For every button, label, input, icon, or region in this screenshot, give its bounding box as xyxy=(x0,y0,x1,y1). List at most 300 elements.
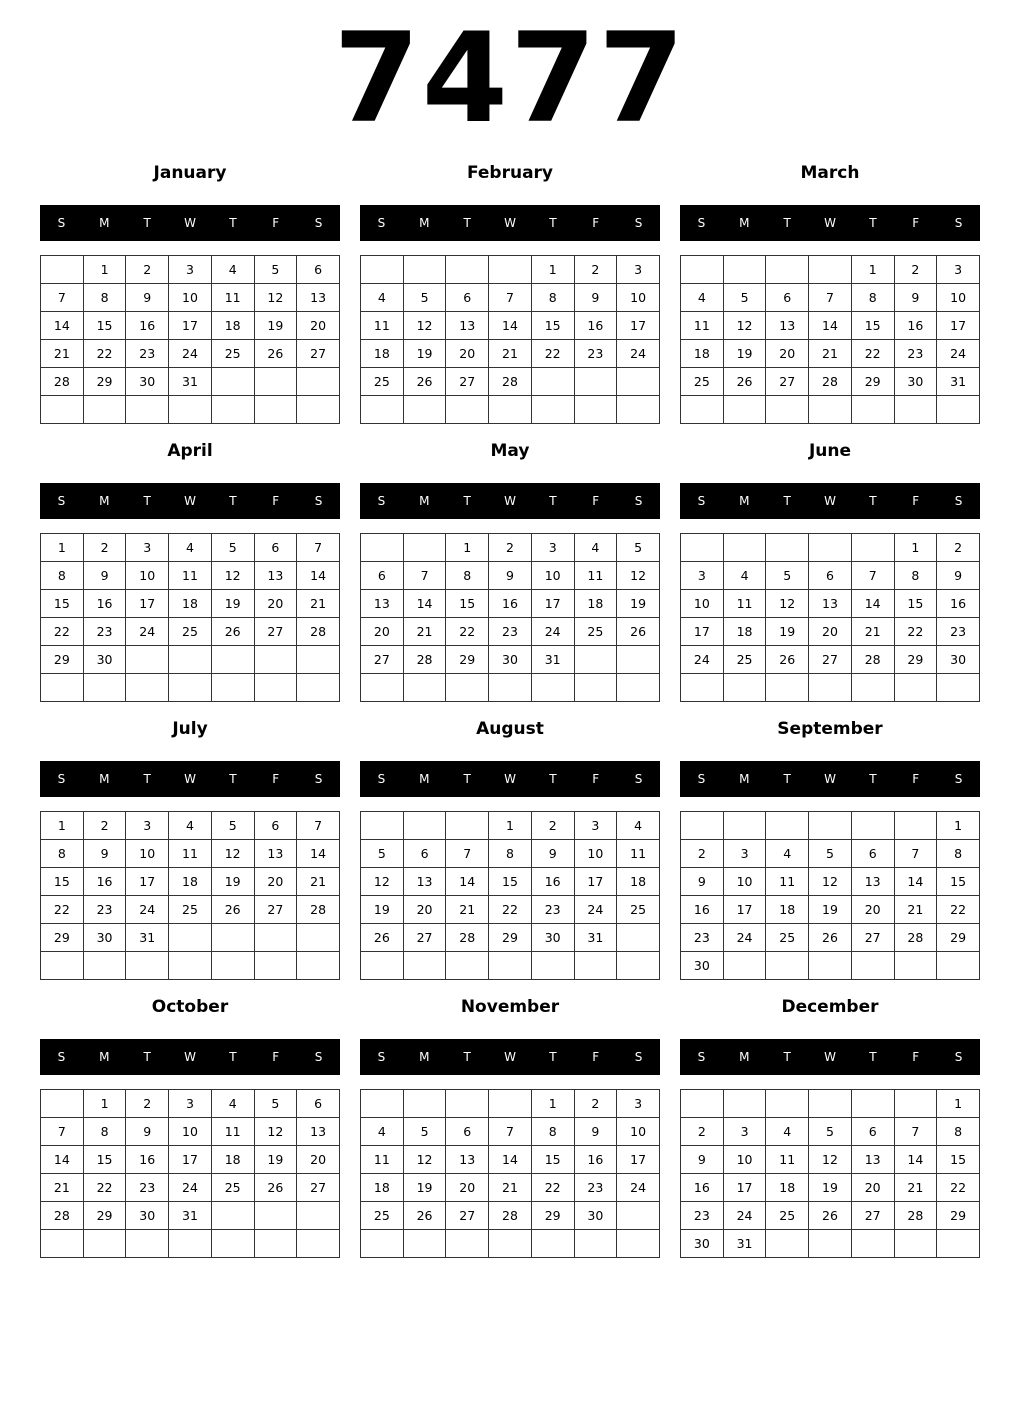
week-row xyxy=(41,1174,340,1202)
weekday-label: T xyxy=(463,1050,471,1064)
day-cell: 23 xyxy=(83,896,126,924)
day-cell: 2 xyxy=(681,1118,724,1146)
day-cell: 19 xyxy=(809,1174,852,1202)
week-row xyxy=(681,1202,980,1230)
day-cell: 31 xyxy=(169,1202,212,1230)
day-cell xyxy=(126,952,169,980)
week-row xyxy=(681,590,980,618)
day-cell: 6 xyxy=(446,284,489,312)
day-cell xyxy=(574,646,617,674)
day-cell xyxy=(489,256,532,284)
day-cell: 13 xyxy=(446,312,489,340)
weekday-label: S xyxy=(57,1050,66,1064)
day-grid xyxy=(680,1089,980,1258)
day-cell xyxy=(489,396,532,424)
week-row xyxy=(681,1090,980,1118)
day-cell: 21 xyxy=(809,340,852,368)
day-cell: 16 xyxy=(531,868,574,896)
day-cell xyxy=(681,396,724,424)
day-cell xyxy=(723,812,766,840)
day-cell xyxy=(894,1230,937,1258)
day-cell: 4 xyxy=(574,534,617,562)
weekday-label: T xyxy=(229,494,237,508)
day-cell: 24 xyxy=(169,1174,212,1202)
weekday-label: W xyxy=(504,772,516,786)
day-cell: 7 xyxy=(446,840,489,868)
day-cell: 20 xyxy=(446,1174,489,1202)
day-cell xyxy=(403,534,446,562)
day-cell: 4 xyxy=(361,284,404,312)
day-cell xyxy=(681,534,724,562)
day-cell: 23 xyxy=(681,1202,724,1230)
day-cell: 23 xyxy=(681,924,724,952)
day-cell: 18 xyxy=(574,590,617,618)
week-row xyxy=(361,646,660,674)
day-cell xyxy=(83,674,126,702)
week-row xyxy=(41,534,340,562)
weekday-label: T xyxy=(229,216,237,230)
day-cell: 24 xyxy=(574,896,617,924)
day-cell: 9 xyxy=(126,1118,169,1146)
weekday-label: W xyxy=(824,772,836,786)
day-cell: 30 xyxy=(681,952,724,980)
day-cell xyxy=(809,256,852,284)
day-cell: 4 xyxy=(169,534,212,562)
month-name: January xyxy=(153,163,227,183)
day-cell: 30 xyxy=(126,1202,169,1230)
day-cell: 25 xyxy=(361,1202,404,1230)
day-cell: 15 xyxy=(41,868,84,896)
day-cell: 2 xyxy=(681,840,724,868)
day-cell: 19 xyxy=(403,1174,446,1202)
day-cell: 25 xyxy=(766,924,809,952)
day-cell: 27 xyxy=(851,1202,894,1230)
day-cell: 7 xyxy=(41,1118,84,1146)
day-cell: 4 xyxy=(681,284,724,312)
day-cell: 28 xyxy=(297,618,340,646)
week-row xyxy=(361,840,660,868)
day-cell xyxy=(254,1202,297,1230)
day-cell: 31 xyxy=(937,368,980,396)
day-cell: 13 xyxy=(254,840,297,868)
week-row xyxy=(361,1174,660,1202)
day-cell: 11 xyxy=(361,1146,404,1174)
weekday-label: F xyxy=(912,1050,920,1064)
weekday-label: S xyxy=(634,494,643,508)
day-cell: 28 xyxy=(894,1202,937,1230)
day-cell: 10 xyxy=(126,840,169,868)
day-cell xyxy=(254,1230,297,1258)
day-grid xyxy=(40,811,340,980)
day-cell: 22 xyxy=(83,340,126,368)
day-cell xyxy=(403,396,446,424)
day-cell: 24 xyxy=(617,1174,660,1202)
day-cell: 2 xyxy=(126,1090,169,1118)
day-grid xyxy=(360,811,660,980)
day-cell: 3 xyxy=(937,256,980,284)
day-cell: 20 xyxy=(851,896,894,924)
day-cell: 25 xyxy=(766,1202,809,1230)
day-cell: 29 xyxy=(83,368,126,396)
day-cell: 15 xyxy=(83,1146,126,1174)
week-row xyxy=(361,284,660,312)
day-cell xyxy=(851,812,894,840)
day-cell xyxy=(41,396,84,424)
week-row xyxy=(361,396,660,424)
day-cell xyxy=(403,1090,446,1118)
day-cell: 2 xyxy=(937,534,980,562)
weekday-label: M xyxy=(739,216,750,230)
day-cell: 18 xyxy=(361,1174,404,1202)
day-cell: 16 xyxy=(574,1146,617,1174)
day-cell: 19 xyxy=(403,340,446,368)
day-cell: 11 xyxy=(361,312,404,340)
day-cell xyxy=(894,952,937,980)
day-cell: 6 xyxy=(403,840,446,868)
weekday-label: W xyxy=(184,1050,196,1064)
day-cell: 6 xyxy=(297,1090,340,1118)
weekday-label: F xyxy=(592,216,600,230)
month-name: June xyxy=(808,441,852,461)
day-cell: 23 xyxy=(894,340,937,368)
day-cell xyxy=(297,396,340,424)
day-cell xyxy=(574,952,617,980)
day-cell xyxy=(681,256,724,284)
day-cell xyxy=(766,534,809,562)
week-row xyxy=(361,1230,660,1258)
day-cell: 9 xyxy=(126,284,169,312)
day-cell xyxy=(531,674,574,702)
day-grid xyxy=(360,255,660,424)
day-cell xyxy=(617,952,660,980)
day-cell: 17 xyxy=(126,868,169,896)
day-cell: 12 xyxy=(809,1146,852,1174)
day-cell: 16 xyxy=(489,590,532,618)
day-cell: 10 xyxy=(617,1118,660,1146)
week-row xyxy=(41,1202,340,1230)
day-cell xyxy=(617,646,660,674)
day-cell: 6 xyxy=(297,256,340,284)
day-cell: 28 xyxy=(851,646,894,674)
day-cell: 17 xyxy=(723,1174,766,1202)
day-cell xyxy=(766,952,809,980)
week-row xyxy=(41,674,340,702)
day-cell: 22 xyxy=(446,618,489,646)
week-row xyxy=(681,840,980,868)
day-cell: 28 xyxy=(297,896,340,924)
day-cell: 14 xyxy=(297,840,340,868)
weekday-label: T xyxy=(463,216,471,230)
day-cell: 15 xyxy=(937,868,980,896)
weekday-label: W xyxy=(184,494,196,508)
day-cell: 15 xyxy=(937,1146,980,1174)
day-cell: 10 xyxy=(681,590,724,618)
day-cell: 6 xyxy=(766,284,809,312)
day-cell: 12 xyxy=(211,840,254,868)
weekday-label: W xyxy=(184,216,196,230)
day-cell: 7 xyxy=(489,1118,532,1146)
day-cell: 10 xyxy=(723,868,766,896)
weekday-label: S xyxy=(634,1050,643,1064)
day-cell: 4 xyxy=(211,256,254,284)
day-cell xyxy=(126,646,169,674)
day-cell: 10 xyxy=(169,1118,212,1146)
day-cell xyxy=(574,368,617,396)
day-cell xyxy=(361,812,404,840)
day-cell: 17 xyxy=(169,1146,212,1174)
day-cell: 2 xyxy=(574,256,617,284)
week-row xyxy=(681,368,980,396)
day-cell xyxy=(297,1230,340,1258)
day-cell: 9 xyxy=(681,1146,724,1174)
day-cell: 14 xyxy=(851,590,894,618)
weekday-label: T xyxy=(143,772,151,786)
day-cell xyxy=(254,952,297,980)
weekday-label: F xyxy=(272,772,280,786)
week-row xyxy=(41,896,340,924)
weekday-label: M xyxy=(419,494,430,508)
day-cell xyxy=(489,1230,532,1258)
weekday-header-bar xyxy=(360,205,660,241)
day-cell: 23 xyxy=(574,1174,617,1202)
day-cell xyxy=(617,1202,660,1230)
day-cell: 13 xyxy=(809,590,852,618)
day-cell: 14 xyxy=(489,312,532,340)
day-grid xyxy=(40,1089,340,1258)
weekday-label: F xyxy=(272,1050,280,1064)
weekday-header-bar xyxy=(360,761,660,797)
month-name: November xyxy=(460,997,560,1017)
day-cell: 23 xyxy=(126,340,169,368)
day-grid xyxy=(360,533,660,702)
day-cell xyxy=(211,1202,254,1230)
week-row xyxy=(681,534,980,562)
day-cell: 28 xyxy=(446,924,489,952)
week-row xyxy=(361,924,660,952)
weekday-label: S xyxy=(314,494,323,508)
day-cell: 19 xyxy=(361,896,404,924)
day-cell: 17 xyxy=(126,590,169,618)
day-cell: 29 xyxy=(851,368,894,396)
day-cell xyxy=(211,952,254,980)
day-cell: 22 xyxy=(489,896,532,924)
day-cell: 17 xyxy=(531,590,574,618)
day-cell: 19 xyxy=(211,590,254,618)
day-cell: 26 xyxy=(809,924,852,952)
day-cell xyxy=(766,674,809,702)
day-cell: 31 xyxy=(574,924,617,952)
day-cell: 15 xyxy=(41,590,84,618)
day-cell xyxy=(41,256,84,284)
day-cell: 20 xyxy=(851,1174,894,1202)
day-cell: 26 xyxy=(766,646,809,674)
day-cell: 1 xyxy=(937,812,980,840)
day-cell xyxy=(126,396,169,424)
day-cell xyxy=(361,256,404,284)
day-cell: 9 xyxy=(83,562,126,590)
day-cell xyxy=(681,674,724,702)
day-cell: 29 xyxy=(894,646,937,674)
day-cell: 23 xyxy=(937,618,980,646)
day-cell: 6 xyxy=(809,562,852,590)
day-cell xyxy=(617,924,660,952)
week-row xyxy=(681,812,980,840)
day-cell xyxy=(681,812,724,840)
weekday-label: T xyxy=(783,1050,791,1064)
weekday-label: T xyxy=(783,772,791,786)
day-cell: 6 xyxy=(446,1118,489,1146)
day-cell: 30 xyxy=(937,646,980,674)
day-cell: 2 xyxy=(83,534,126,562)
day-cell xyxy=(894,396,937,424)
day-cell: 5 xyxy=(766,562,809,590)
weekday-label: S xyxy=(314,1050,323,1064)
day-cell: 16 xyxy=(574,312,617,340)
month-name: May xyxy=(490,441,530,461)
day-cell: 25 xyxy=(681,368,724,396)
day-cell: 1 xyxy=(489,812,532,840)
day-cell: 5 xyxy=(211,534,254,562)
day-cell: 15 xyxy=(83,312,126,340)
week-row xyxy=(41,590,340,618)
day-cell: 7 xyxy=(489,284,532,312)
day-cell: 4 xyxy=(766,1118,809,1146)
day-cell: 21 xyxy=(403,618,446,646)
weekday-label: W xyxy=(824,494,836,508)
week-row xyxy=(41,812,340,840)
day-grid xyxy=(40,533,340,702)
day-cell: 11 xyxy=(169,840,212,868)
day-cell: 25 xyxy=(211,1174,254,1202)
day-cell: 26 xyxy=(403,1202,446,1230)
day-cell xyxy=(361,1230,404,1258)
day-cell: 9 xyxy=(574,1118,617,1146)
day-cell: 18 xyxy=(617,868,660,896)
day-grid xyxy=(680,255,980,424)
day-cell: 15 xyxy=(894,590,937,618)
day-cell: 8 xyxy=(937,840,980,868)
day-cell: 5 xyxy=(254,256,297,284)
day-cell: 22 xyxy=(83,1174,126,1202)
day-cell: 20 xyxy=(446,340,489,368)
day-cell: 6 xyxy=(254,534,297,562)
day-cell: 27 xyxy=(403,924,446,952)
day-cell: 31 xyxy=(723,1230,766,1258)
day-cell xyxy=(937,674,980,702)
day-cell xyxy=(297,952,340,980)
day-cell: 23 xyxy=(83,618,126,646)
day-cell: 1 xyxy=(83,1090,126,1118)
day-cell: 8 xyxy=(41,840,84,868)
weekday-label: T xyxy=(869,494,877,508)
day-cell: 7 xyxy=(894,1118,937,1146)
day-cell: 26 xyxy=(361,924,404,952)
day-cell: 4 xyxy=(766,840,809,868)
day-cell xyxy=(361,1090,404,1118)
day-cell xyxy=(403,674,446,702)
day-cell: 10 xyxy=(531,562,574,590)
day-grid xyxy=(360,1089,660,1258)
day-cell: 24 xyxy=(723,1202,766,1230)
day-cell: 13 xyxy=(851,868,894,896)
day-cell: 30 xyxy=(83,924,126,952)
day-cell: 22 xyxy=(531,340,574,368)
week-row xyxy=(41,924,340,952)
day-cell: 13 xyxy=(446,1146,489,1174)
weekday-header-bar xyxy=(40,483,340,519)
day-cell: 13 xyxy=(851,1146,894,1174)
weekday-label: F xyxy=(912,772,920,786)
week-row xyxy=(361,562,660,590)
day-cell: 27 xyxy=(809,646,852,674)
weekday-label: W xyxy=(504,216,516,230)
weekday-label: T xyxy=(143,216,151,230)
day-cell: 12 xyxy=(723,312,766,340)
day-cell xyxy=(809,674,852,702)
week-row xyxy=(681,1146,980,1174)
weekday-header-bar xyxy=(40,205,340,241)
weekday-label: M xyxy=(419,1050,430,1064)
day-cell: 5 xyxy=(809,1118,852,1146)
day-cell: 1 xyxy=(41,534,84,562)
day-cell: 27 xyxy=(361,646,404,674)
weekday-label: T xyxy=(463,772,471,786)
day-cell: 7 xyxy=(851,562,894,590)
day-cell: 29 xyxy=(937,924,980,952)
day-cell: 2 xyxy=(531,812,574,840)
day-cell: 1 xyxy=(531,256,574,284)
day-cell: 17 xyxy=(937,312,980,340)
day-cell xyxy=(211,396,254,424)
weekday-label: F xyxy=(592,772,600,786)
day-cell: 16 xyxy=(126,1146,169,1174)
day-cell: 5 xyxy=(211,812,254,840)
weekday-label: T xyxy=(549,216,557,230)
weekday-label: M xyxy=(739,1050,750,1064)
weekday-header-bar xyxy=(360,483,660,519)
day-cell: 7 xyxy=(809,284,852,312)
day-cell: 21 xyxy=(41,340,84,368)
day-cell: 28 xyxy=(894,924,937,952)
day-cell xyxy=(894,812,937,840)
day-cell: 14 xyxy=(41,312,84,340)
day-cell: 25 xyxy=(361,368,404,396)
day-cell: 20 xyxy=(403,896,446,924)
day-cell xyxy=(723,396,766,424)
week-row xyxy=(361,618,660,646)
weekday-label: S xyxy=(697,216,706,230)
day-cell: 8 xyxy=(83,1118,126,1146)
day-cell: 22 xyxy=(894,618,937,646)
weekday-header-bar xyxy=(40,761,340,797)
week-row xyxy=(41,1230,340,1258)
day-cell: 20 xyxy=(254,590,297,618)
day-cell xyxy=(531,368,574,396)
day-cell xyxy=(723,256,766,284)
week-row xyxy=(41,562,340,590)
week-row xyxy=(681,674,980,702)
day-cell: 10 xyxy=(169,284,212,312)
day-cell xyxy=(766,396,809,424)
day-cell xyxy=(41,952,84,980)
day-cell: 3 xyxy=(681,562,724,590)
weekday-label: F xyxy=(272,216,280,230)
day-cell: 11 xyxy=(766,1146,809,1174)
day-cell: 5 xyxy=(361,840,404,868)
weekday-label: W xyxy=(184,772,196,786)
day-cell xyxy=(809,952,852,980)
day-cell: 2 xyxy=(126,256,169,284)
